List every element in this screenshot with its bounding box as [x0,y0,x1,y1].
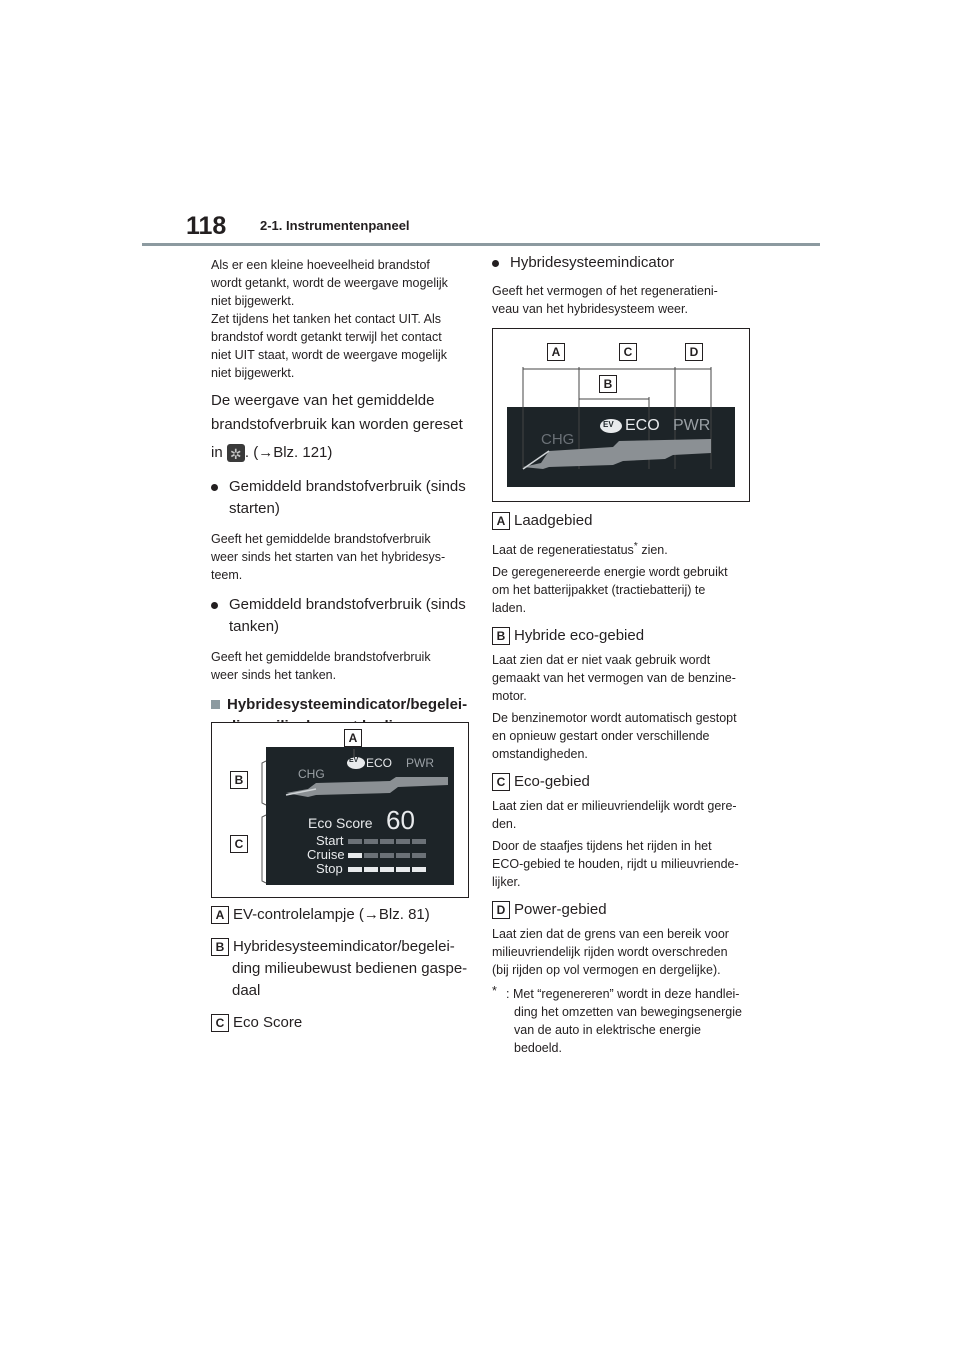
callout-b: B [599,375,617,393]
legend-item-a [211,904,473,926]
legend-c-desc1 [492,797,754,833]
bullet-avg-since-refuel-desc [211,648,471,684]
bullet-icon [211,484,218,491]
bullet-avg-since-refuel [211,594,471,638]
legend-a-desc [492,538,754,559]
ev-badge: EV [349,757,359,764]
square-bullet-icon [211,700,220,709]
legend-label: C [492,773,510,791]
legend-label: B [211,938,229,956]
callout-a: A [547,343,565,361]
text-line: Geeft het gemiddelde brandstofverbruik [211,650,431,664]
eco-score-value: 60 [386,805,415,835]
text-line: teem. [211,568,243,582]
text-line: en opnieuw gestart onder verschillende [492,729,710,744]
text-line: Gemiddeld brandstofverbruik (sinds [229,478,466,495]
stop-label: Stop [316,861,343,876]
legend-label: B [492,627,510,645]
eco-score-figure [211,722,469,898]
text-line: wordt getankt, wordt de weergave mogelijk [211,276,448,290]
left-column [211,256,471,760]
section-title: 2-1. Instrumentenpaneel [260,218,410,233]
text-line: De geregenereerde energie wordt gebruikt [492,565,728,580]
legend-item-b [211,936,473,1002]
text-line: van de auto in elektrische energie [514,1023,701,1038]
legend-a-desc2 [492,563,754,617]
callout-d: D [685,343,703,361]
text-line: omstandigheden. [492,747,588,762]
left-legend [211,904,473,1034]
footnote-marker: * [492,984,497,999]
right-legend [492,510,754,1057]
legend-item-c [211,1012,473,1034]
text-line: weer sinds het starten van het hybridesys- [211,550,446,564]
bullet-hybrid-indicator [492,252,754,274]
legend-label: A [492,512,510,530]
settings-gear-icon [227,444,245,462]
text-line: lijker. [492,875,521,890]
text-fragment: in [211,444,223,461]
text-line: ding het omzetten van bewegingsenergie [514,1005,742,1020]
bullet-avg-since-start-desc [211,530,471,584]
page-number: 118 [186,212,227,240]
eco-label: ECO [366,756,393,770]
legend-b-desc2 [492,709,754,763]
text-line: Laat zien dat de grens van een bereik voor [492,927,729,942]
text-line: Hybridesysteemindicator [510,254,675,271]
text-line: Geeft het gemiddelde brandstofverbruik [211,532,431,546]
legend-item-c [492,771,754,793]
start-label: Start [316,833,344,848]
text-line: motor. [492,689,527,704]
text-line: tanken) [229,618,280,635]
text-line: niet UIT staat, wordt de weergave mogelijk [211,348,447,362]
callout-b: B [230,771,248,789]
text-line: niet bijgewerkt. [211,366,295,380]
text-fragment: Met “regenereren” wordt in deze handlei- [512,987,740,1002]
text-line: Als er een kleine hoeveelheid brandstof [211,258,430,272]
legend-item-b [492,625,754,647]
legend-c-desc2 [492,837,754,891]
legend-item-d [492,899,754,921]
hybrid-indicator-desc [492,282,754,318]
legend-text: Hybridesysteemindicator/begelei- [233,938,455,955]
legend-text: Eco Score [233,1014,303,1031]
text-line: milieuvriendelijk rijden wordt overschreden [492,945,728,960]
text-line: Gemiddeld brandstofverbruik (sinds [229,596,466,613]
text-line: Door de staafjes tijdens het rijden in het [492,839,712,854]
text-line: Zet tijdens het tanken het contact UIT. Als [211,312,441,326]
text-line: om het batterijpakket (tractiebatterij) te [492,583,706,598]
callout-c: C [230,835,248,853]
legend-text: ding milieubewust bedienen gaspe- [232,960,468,977]
callout-a: A [344,729,362,747]
text-line: (bij rijden op vol vermogen en dergelijke). [492,963,721,978]
text-line: brandstof wordt getankt terwijl het contact [211,330,442,344]
text-line: den. [492,817,517,832]
header-rule [142,243,820,246]
eco-label: ECO [625,417,660,434]
legend-label: D [492,901,510,919]
legend-title: Eco-gebied [514,773,590,791]
text-line: : Met “regenereren” wordt in deze handlei- [506,987,740,1002]
text-line: niet bijgewerkt. [211,294,295,308]
legend-text: EV-controlelampje (→Blz. 81) [233,906,430,923]
text-line: Geeft het vermogen of het regeneratieni- [492,284,718,298]
chg-label: CHG [298,767,325,781]
text-line: laden. [492,601,527,616]
legend-b-desc1 [492,651,754,705]
reset-paragraph [211,390,471,464]
legend-title: Hybride eco-gebied [514,627,645,645]
pwr-label: PWR [673,417,711,434]
text-line [211,442,471,464]
bullet-icon [211,602,218,609]
text-line: brandstofverbruik kan worden gereset [211,416,463,433]
chg-label: CHG [541,431,575,448]
text-line: Hybridesysteemindicator/begelei- [227,696,468,713]
legend-title: Power-gebied [514,901,607,919]
right-column [492,252,754,318]
hybrid-indicator-figure [492,328,750,502]
text-line: weer sinds het tanken. [211,668,337,682]
legend-item-a [492,510,754,532]
text-line: veau van het hybridesysteem weer. [492,302,688,316]
text-line: bedoeld. [514,1041,562,1056]
legend-d-desc [492,925,754,979]
text-fragment: Laat de regeneratiestatus [492,543,634,558]
footnote [492,985,754,1057]
text-line: ECO-gebied te houden, rijdt u milieuvriende- [492,857,739,872]
text-line: De benzinemotor wordt automatisch gestopt [492,711,737,726]
eco-score-label: Eco Score [308,815,373,831]
pwr-label: PWR [406,756,434,770]
text-line: starten) [229,500,280,517]
text-line: gemaakt van het vermogen van de benzine- [492,671,736,686]
legend-text: daal [232,982,261,999]
legend-label: C [211,1014,229,1032]
page-reference: . (→Blz. 121) [244,444,333,461]
callout-c: C [619,343,637,361]
text-fragment: zien. [637,543,668,558]
text-line: Laat zien dat er milieuvriendelijk wordt gere- [492,799,737,814]
text-line: De weergave van het gemiddelde [211,392,435,409]
text-line: Laat zien dat er niet vaak gebruik wordt [492,653,711,668]
cruise-label: Cruise [307,847,345,862]
fuel-note [211,256,471,382]
legend-label: A [211,906,229,924]
footnote-marker: * [633,541,638,552]
legend-title: Laadgebied [514,512,593,529]
bullet-icon [492,260,499,267]
ev-badge: EV [603,420,614,429]
bullet-avg-since-start [211,476,471,520]
